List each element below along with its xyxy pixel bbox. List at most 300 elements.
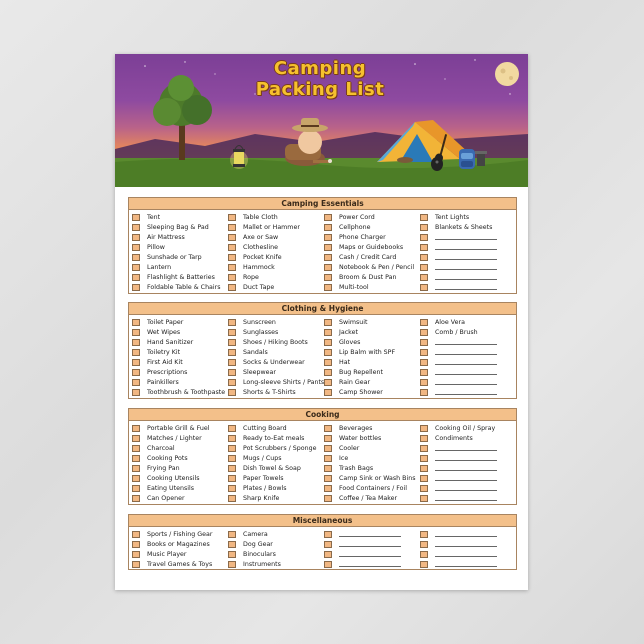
checklist-item bbox=[324, 262, 420, 272]
checkbox[interactable] bbox=[324, 435, 332, 442]
checkbox[interactable] bbox=[324, 234, 332, 241]
checkbox[interactable] bbox=[420, 224, 428, 231]
checklist-item bbox=[228, 212, 324, 222]
checklist-item bbox=[228, 252, 324, 262]
checklist-item bbox=[228, 347, 324, 357]
checklist-item bbox=[420, 367, 516, 377]
checklist-item bbox=[228, 559, 324, 569]
checklist-item bbox=[132, 463, 228, 473]
checklist-item bbox=[420, 423, 516, 433]
checklist-column bbox=[228, 317, 324, 398]
checkbox[interactable] bbox=[228, 319, 236, 326]
checkbox[interactable] bbox=[132, 214, 140, 221]
checkbox[interactable] bbox=[324, 319, 332, 326]
blank-write-in-line[interactable] bbox=[435, 259, 497, 260]
checkbox[interactable] bbox=[228, 274, 236, 281]
checklist-item bbox=[324, 539, 420, 549]
blank-write-in-line[interactable] bbox=[435, 279, 497, 280]
checklist-item bbox=[132, 367, 228, 377]
item-label: Camp Shower bbox=[339, 389, 383, 397]
checklist-item bbox=[324, 494, 420, 504]
checkbox[interactable] bbox=[228, 455, 236, 462]
checkbox[interactable] bbox=[132, 264, 140, 271]
item-label: Cash / Credit Card bbox=[339, 253, 397, 261]
checkbox[interactable] bbox=[420, 349, 428, 356]
item-label: Travel Games & Toys bbox=[147, 560, 213, 568]
item-label: Charcoal bbox=[147, 444, 175, 452]
checklist-item bbox=[420, 484, 516, 494]
checklist-item bbox=[324, 453, 420, 463]
item-label: Camera bbox=[243, 530, 268, 538]
checklist-item bbox=[132, 222, 228, 232]
checkbox[interactable] bbox=[420, 319, 428, 326]
checklist-item bbox=[420, 473, 516, 483]
blank-write-in-line[interactable] bbox=[435, 394, 497, 395]
checkbox[interactable] bbox=[132, 531, 140, 538]
checkbox[interactable] bbox=[420, 264, 428, 271]
checklist-item bbox=[324, 559, 420, 569]
checklist-item bbox=[324, 549, 420, 559]
checkbox[interactable] bbox=[132, 389, 140, 396]
checklist-item bbox=[228, 494, 324, 504]
checklist-item bbox=[324, 242, 420, 252]
checklist-column bbox=[420, 212, 516, 293]
item-label: Cooking Oil / Spray bbox=[435, 424, 496, 432]
checkbox[interactable] bbox=[420, 531, 428, 538]
blank-write-in-line[interactable] bbox=[435, 490, 497, 491]
checklist-item bbox=[420, 242, 516, 252]
checkbox[interactable] bbox=[228, 531, 236, 538]
checkbox[interactable] bbox=[324, 254, 332, 261]
checkbox[interactable] bbox=[228, 234, 236, 241]
checkbox[interactable] bbox=[132, 274, 140, 281]
checkbox[interactable] bbox=[324, 264, 332, 271]
checkbox[interactable] bbox=[228, 214, 236, 221]
section-header: Cooking bbox=[129, 409, 516, 421]
checkbox[interactable] bbox=[420, 369, 428, 376]
checkbox[interactable] bbox=[132, 329, 140, 336]
checklist-item bbox=[420, 559, 516, 569]
checkbox[interactable] bbox=[132, 551, 140, 558]
checkbox[interactable] bbox=[132, 541, 140, 548]
item-label: Sharp Knife bbox=[243, 495, 280, 503]
checklist-column bbox=[420, 317, 516, 398]
checkbox[interactable] bbox=[132, 445, 140, 452]
blank-write-in-line[interactable] bbox=[435, 374, 497, 375]
checkbox[interactable] bbox=[324, 359, 332, 366]
checklist-item bbox=[324, 473, 420, 483]
checkbox[interactable] bbox=[228, 475, 236, 482]
blank-write-in-line[interactable] bbox=[435, 566, 497, 567]
checkbox[interactable] bbox=[228, 465, 236, 472]
item-label: Gloves bbox=[339, 338, 361, 346]
checkbox[interactable] bbox=[228, 359, 236, 366]
checkbox[interactable] bbox=[420, 339, 428, 346]
item-label: Rain Gear bbox=[339, 379, 371, 387]
checklist-item bbox=[132, 283, 228, 293]
section-miscellaneous bbox=[128, 514, 517, 570]
item-label: Dish Towel & Soap bbox=[243, 464, 301, 472]
checkbox[interactable] bbox=[132, 254, 140, 261]
checkbox[interactable] bbox=[324, 274, 332, 281]
item-label: Duct Tape bbox=[243, 284, 275, 292]
checklist-item bbox=[324, 388, 420, 398]
checkbox[interactable] bbox=[324, 465, 332, 472]
checkbox[interactable] bbox=[420, 425, 428, 432]
checkbox[interactable] bbox=[228, 435, 236, 442]
checkbox[interactable] bbox=[420, 485, 428, 492]
checklist-column bbox=[324, 423, 420, 504]
checklist-item bbox=[228, 262, 324, 272]
checklist-item bbox=[132, 484, 228, 494]
item-label: Bug Repellent bbox=[339, 369, 383, 377]
checklist-item bbox=[324, 357, 420, 367]
item-label: Sleepwear bbox=[243, 369, 276, 377]
item-label: Phone Charger bbox=[339, 233, 386, 241]
checkbox[interactable] bbox=[420, 475, 428, 482]
checkbox[interactable] bbox=[132, 339, 140, 346]
checkbox[interactable] bbox=[228, 485, 236, 492]
checklist-item bbox=[132, 539, 228, 549]
checkbox[interactable] bbox=[420, 254, 428, 261]
blank-write-in-line[interactable] bbox=[435, 556, 497, 557]
checkbox[interactable] bbox=[324, 531, 332, 538]
item-label: Books or Magazines bbox=[147, 540, 210, 548]
checklist-column bbox=[228, 529, 324, 569]
item-label: Cutting Board bbox=[243, 424, 287, 432]
item-label: Food Containers / Foil bbox=[339, 485, 408, 493]
checkbox[interactable] bbox=[132, 465, 140, 472]
blank-write-in-line[interactable] bbox=[339, 546, 401, 547]
checkbox[interactable] bbox=[420, 465, 428, 472]
checklist-grid bbox=[129, 527, 516, 569]
item-label: Hammock bbox=[243, 264, 275, 272]
checkbox[interactable] bbox=[228, 339, 236, 346]
item-label: Sleeping Bag & Pad bbox=[147, 223, 209, 231]
checklist-item bbox=[228, 433, 324, 443]
item-label: Air Mattress bbox=[147, 233, 185, 241]
checkbox[interactable] bbox=[228, 244, 236, 251]
checklist-item bbox=[420, 347, 516, 357]
checklist-item bbox=[420, 378, 516, 388]
checklist-item bbox=[132, 494, 228, 504]
checklist-item bbox=[132, 212, 228, 222]
item-label: Table Cloth bbox=[243, 213, 278, 221]
checkbox[interactable] bbox=[132, 319, 140, 326]
checkbox[interactable] bbox=[132, 561, 140, 568]
blank-write-in-line[interactable] bbox=[339, 556, 401, 557]
checkbox[interactable] bbox=[228, 284, 236, 291]
item-label: Water bottles bbox=[339, 434, 382, 442]
checklist-item bbox=[324, 463, 420, 473]
checkbox[interactable] bbox=[420, 561, 428, 568]
item-label: Cooking Pots bbox=[147, 454, 188, 462]
checklist-item bbox=[132, 242, 228, 252]
blank-write-in-line[interactable] bbox=[435, 460, 497, 461]
item-label: Mugs / Cups bbox=[243, 454, 282, 462]
checklist-item bbox=[132, 262, 228, 272]
checklist-item bbox=[228, 378, 324, 388]
checkbox[interactable] bbox=[420, 379, 428, 386]
checkbox[interactable] bbox=[420, 389, 428, 396]
item-label: Lantern bbox=[147, 264, 172, 272]
checklist-column bbox=[420, 423, 516, 504]
checkbox[interactable] bbox=[324, 495, 332, 502]
item-label: Sports / Fishing Gear bbox=[147, 530, 213, 538]
checklist-item bbox=[228, 283, 324, 293]
blank-write-in-line[interactable] bbox=[435, 269, 497, 270]
item-label: Beverages bbox=[339, 424, 373, 432]
checklist-item bbox=[324, 212, 420, 222]
item-label: Jacket bbox=[339, 328, 358, 336]
checklist-item bbox=[228, 327, 324, 337]
checklist-grid bbox=[129, 421, 516, 504]
section-camping-essentials bbox=[128, 197, 517, 294]
section-clothing-hygiene bbox=[128, 302, 517, 399]
checkbox[interactable] bbox=[420, 445, 428, 452]
checkbox[interactable] bbox=[228, 369, 236, 376]
checkbox[interactable] bbox=[228, 329, 236, 336]
checklist-item bbox=[324, 232, 420, 242]
checklist-item bbox=[324, 317, 420, 327]
checklist-item bbox=[132, 473, 228, 483]
item-label: Cellphone bbox=[339, 223, 371, 231]
blank-write-in-line[interactable] bbox=[339, 566, 401, 567]
checkbox[interactable] bbox=[228, 224, 236, 231]
checklist-column bbox=[132, 317, 228, 398]
item-label: Cooking Utensils bbox=[147, 475, 200, 483]
item-label: Aloe Vera bbox=[435, 318, 465, 326]
item-label: Ready to-Eat meals bbox=[243, 434, 305, 442]
item-label: Coffee / Tea Maker bbox=[339, 495, 398, 503]
checkbox[interactable] bbox=[324, 339, 332, 346]
blank-write-in-line[interactable] bbox=[435, 354, 497, 355]
item-label: Shorts & T-Shirts bbox=[243, 389, 296, 397]
item-label: First Aid Kit bbox=[147, 358, 183, 366]
checkbox[interactable] bbox=[132, 455, 140, 462]
item-label: Music Player bbox=[147, 550, 187, 558]
blank-write-in-line[interactable] bbox=[435, 364, 497, 365]
item-label: Flashlight & Batteries bbox=[147, 274, 215, 282]
checkbox[interactable] bbox=[228, 445, 236, 452]
checklist-item bbox=[228, 367, 324, 377]
blank-write-in-line[interactable] bbox=[435, 239, 497, 240]
checkbox[interactable] bbox=[420, 495, 428, 502]
section-header: Miscellaneous bbox=[129, 515, 516, 527]
checklist-grid bbox=[129, 210, 516, 293]
checklist-item bbox=[420, 283, 516, 293]
item-label: Cooler bbox=[339, 444, 360, 452]
checkbox[interactable] bbox=[132, 244, 140, 251]
blank-write-in-line[interactable] bbox=[435, 289, 497, 290]
item-label: Clothesline bbox=[243, 243, 278, 251]
item-label: Instruments bbox=[243, 560, 281, 568]
blank-write-in-line[interactable] bbox=[435, 500, 497, 501]
checkbox[interactable] bbox=[132, 379, 140, 386]
checklist-item bbox=[324, 529, 420, 539]
item-label: Pocket Knife bbox=[243, 253, 282, 261]
checkbox[interactable] bbox=[228, 254, 236, 261]
checklist-item bbox=[228, 529, 324, 539]
checkbox[interactable] bbox=[324, 485, 332, 492]
checklist-column bbox=[324, 529, 420, 569]
checkbox[interactable] bbox=[132, 224, 140, 231]
checkbox[interactable] bbox=[132, 359, 140, 366]
checkbox[interactable] bbox=[324, 329, 332, 336]
item-label: Multi-tool bbox=[339, 284, 369, 292]
item-label: Maps or Guidebooks bbox=[339, 243, 404, 251]
item-label: Sunscreen bbox=[243, 318, 276, 326]
checklist-column bbox=[132, 423, 228, 504]
checkbox[interactable] bbox=[132, 485, 140, 492]
checkbox[interactable] bbox=[228, 541, 236, 548]
checklist-item bbox=[324, 484, 420, 494]
checkbox[interactable] bbox=[420, 541, 428, 548]
checklist-column bbox=[324, 212, 420, 293]
checklist-item bbox=[228, 539, 324, 549]
checklist-item bbox=[132, 443, 228, 453]
checklist-item bbox=[132, 317, 228, 327]
item-label: Pillow bbox=[147, 243, 165, 251]
checkbox[interactable] bbox=[324, 551, 332, 558]
checklist-item bbox=[228, 337, 324, 347]
blank-write-in-line[interactable] bbox=[435, 450, 497, 451]
item-label: Painkillers bbox=[147, 379, 179, 387]
checklist-item bbox=[228, 484, 324, 494]
blank-write-in-line[interactable] bbox=[435, 546, 497, 547]
checkbox[interactable] bbox=[420, 234, 428, 241]
checkbox[interactable] bbox=[324, 284, 332, 291]
checkbox[interactable] bbox=[132, 349, 140, 356]
item-label: Shoes / Hiking Boots bbox=[243, 338, 308, 346]
checklist-item bbox=[132, 357, 228, 367]
checkbox[interactable] bbox=[324, 379, 332, 386]
checklist-item bbox=[228, 453, 324, 463]
checkbox[interactable] bbox=[420, 274, 428, 281]
checklist-item bbox=[420, 433, 516, 443]
item-label: Matches / Lighter bbox=[147, 434, 202, 442]
item-label: Sandals bbox=[243, 348, 268, 356]
item-label: Ice bbox=[339, 454, 349, 462]
checkbox[interactable] bbox=[324, 349, 332, 356]
blank-write-in-line[interactable] bbox=[339, 536, 401, 537]
checkbox[interactable] bbox=[228, 389, 236, 396]
checkbox[interactable] bbox=[324, 445, 332, 452]
checklist-item bbox=[420, 357, 516, 367]
blank-write-in-line[interactable] bbox=[435, 480, 497, 481]
checkbox[interactable] bbox=[420, 244, 428, 251]
item-label: Swimsuit bbox=[339, 318, 368, 326]
blank-write-in-line[interactable] bbox=[435, 536, 497, 537]
checkbox[interactable] bbox=[132, 435, 140, 442]
item-label: Paper Towels bbox=[243, 475, 284, 483]
checklist-item bbox=[324, 273, 420, 283]
checkbox[interactable] bbox=[324, 475, 332, 482]
item-label: Frying Pan bbox=[147, 464, 180, 472]
checkbox[interactable] bbox=[324, 224, 332, 231]
checklist-item bbox=[228, 473, 324, 483]
checkbox[interactable] bbox=[228, 425, 236, 432]
checkbox[interactable] bbox=[132, 495, 140, 502]
checkbox[interactable] bbox=[228, 561, 236, 568]
checkbox[interactable] bbox=[420, 435, 428, 442]
checklist-item bbox=[132, 232, 228, 242]
checklist-item bbox=[228, 273, 324, 283]
section-header: Camping Essentials bbox=[129, 198, 516, 210]
section-cooking bbox=[128, 408, 517, 505]
checklist-item bbox=[420, 327, 516, 337]
checkbox[interactable] bbox=[132, 234, 140, 241]
checkbox[interactable] bbox=[324, 389, 332, 396]
checkbox[interactable] bbox=[228, 349, 236, 356]
item-label: Tent bbox=[147, 213, 161, 221]
checkbox[interactable] bbox=[420, 455, 428, 462]
blank-write-in-line[interactable] bbox=[435, 470, 497, 471]
item-label: Lip Balm with SPF bbox=[339, 348, 396, 356]
checkbox[interactable] bbox=[228, 551, 236, 558]
checklist-item bbox=[132, 337, 228, 347]
checkbox[interactable] bbox=[132, 475, 140, 482]
checklist-column bbox=[228, 423, 324, 504]
checkbox[interactable] bbox=[132, 284, 140, 291]
packing-list-sheet bbox=[115, 54, 528, 590]
checkbox[interactable] bbox=[420, 329, 428, 336]
checklist-item bbox=[132, 388, 228, 398]
checkbox[interactable] bbox=[324, 455, 332, 462]
checkbox[interactable] bbox=[132, 425, 140, 432]
checkbox[interactable] bbox=[324, 541, 332, 548]
checkbox[interactable] bbox=[228, 495, 236, 502]
item-label: Wet Wipes bbox=[147, 328, 181, 336]
checkbox[interactable] bbox=[228, 264, 236, 271]
checklist-item bbox=[324, 252, 420, 262]
checkbox[interactable] bbox=[228, 379, 236, 386]
checklist-item bbox=[420, 443, 516, 453]
checkbox[interactable] bbox=[420, 359, 428, 366]
checklist-item bbox=[228, 222, 324, 232]
item-label: Toothbrush & Toothpaste bbox=[147, 389, 226, 397]
item-label: Prescriptions bbox=[147, 369, 188, 377]
checklist-item bbox=[420, 463, 516, 473]
checkbox[interactable] bbox=[324, 561, 332, 568]
checklist-item bbox=[420, 273, 516, 283]
checkbox[interactable] bbox=[324, 244, 332, 251]
item-label: Tent Lights bbox=[435, 213, 470, 221]
item-label: Plates / Bowls bbox=[243, 485, 287, 493]
checkbox[interactable] bbox=[324, 425, 332, 432]
item-label: Hand Sanitizer bbox=[147, 338, 194, 346]
checkbox[interactable] bbox=[132, 369, 140, 376]
checklist-item bbox=[228, 549, 324, 559]
checkbox[interactable] bbox=[420, 214, 428, 221]
item-label: Broom & Dust Pan bbox=[339, 274, 397, 282]
moon-icon bbox=[495, 62, 519, 86]
blank-write-in-line[interactable] bbox=[435, 249, 497, 250]
checklist-column bbox=[132, 212, 228, 293]
checkbox[interactable] bbox=[324, 214, 332, 221]
item-label: Blankets & Sheets bbox=[435, 223, 493, 231]
checkbox[interactable] bbox=[420, 284, 428, 291]
checkbox[interactable] bbox=[324, 369, 332, 376]
checkbox[interactable] bbox=[420, 551, 428, 558]
checklist-grid bbox=[129, 315, 516, 398]
item-label: Sunshade or Tarp bbox=[147, 253, 202, 261]
checklist-item bbox=[132, 549, 228, 559]
checklist-item bbox=[132, 529, 228, 539]
checklist-item bbox=[420, 337, 516, 347]
blank-write-in-line[interactable] bbox=[435, 384, 497, 385]
blank-write-in-line[interactable] bbox=[435, 344, 497, 345]
